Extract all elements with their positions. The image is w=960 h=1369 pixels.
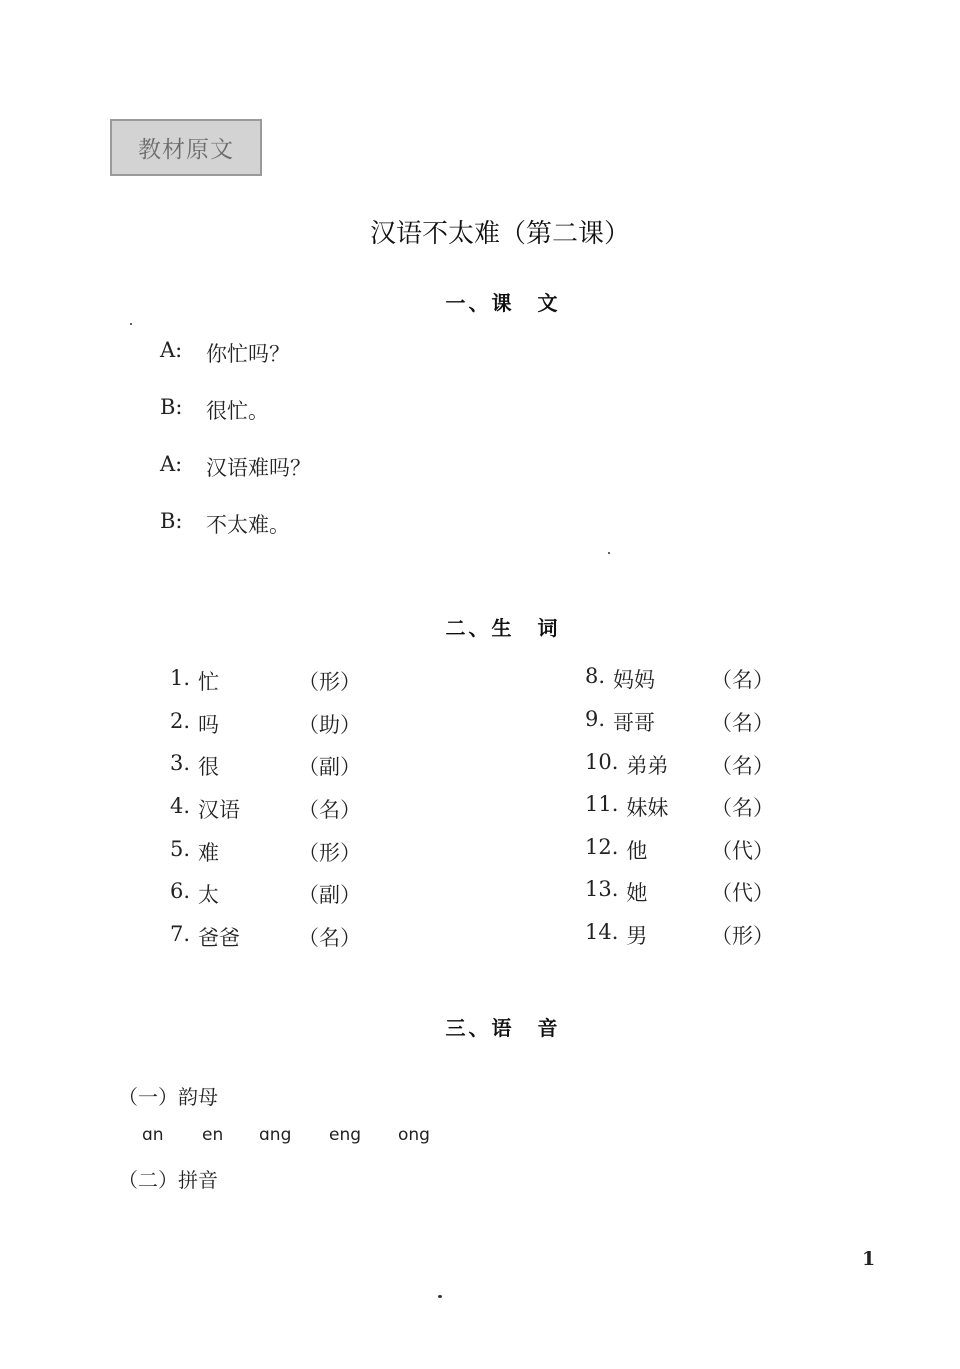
vocab-item bbox=[170, 922, 361, 952]
vocab-pos: （形） bbox=[298, 670, 361, 694]
vocab-word: 她 bbox=[626, 881, 648, 905]
speaker-label: B: bbox=[160, 509, 183, 533]
vocab-pos: （代） bbox=[711, 839, 774, 863]
vocab-item bbox=[170, 709, 361, 739]
speaker-label: B: bbox=[160, 395, 183, 419]
vocab-word: 爸爸 bbox=[198, 926, 241, 950]
vocab-pos: （名） bbox=[711, 754, 774, 778]
dialogue-text: 汉语难吗？ bbox=[206, 456, 311, 480]
vocab-word: 很 bbox=[198, 755, 220, 779]
vocab-item bbox=[585, 750, 774, 780]
section-heading-text: 一、课 文 bbox=[445, 291, 561, 315]
finals-list bbox=[142, 1125, 430, 1145]
vocab-word: 男 bbox=[626, 924, 648, 948]
source-text-tag: 教材原文 bbox=[110, 119, 262, 176]
vocab-number: 13. bbox=[585, 877, 619, 901]
scan-speck bbox=[438, 1295, 442, 1298]
vocab-item bbox=[585, 792, 774, 822]
final-item: en bbox=[202, 1125, 224, 1145]
final-item: ong bbox=[398, 1125, 430, 1145]
dialogue-line bbox=[160, 395, 269, 425]
vocab-item bbox=[170, 666, 361, 696]
vocab-word: 弟弟 bbox=[626, 754, 669, 778]
section-heading-vocab: 二、生 词 bbox=[445, 616, 561, 640]
vocab-item bbox=[585, 920, 774, 950]
vocab-item bbox=[170, 837, 361, 867]
vocab-pos: （名） bbox=[298, 798, 361, 822]
dialogue-line bbox=[160, 338, 290, 368]
vocab-word: 哥哥 bbox=[613, 711, 656, 735]
vocab-number: 8. bbox=[585, 664, 606, 688]
subheading-pinyin: （二）拼音 bbox=[118, 1168, 218, 1192]
dialogue-line bbox=[160, 509, 290, 539]
vocab-word: 他 bbox=[626, 839, 648, 863]
vocab-word: 汉语 bbox=[198, 798, 241, 822]
vocab-number: 4. bbox=[170, 794, 191, 818]
vocab-number: 14. bbox=[585, 920, 619, 944]
vocab-item bbox=[170, 879, 361, 909]
dialogue-text: 不太难。 bbox=[206, 513, 290, 537]
vocab-pos: （名） bbox=[711, 796, 774, 820]
speaker-label: A: bbox=[160, 452, 183, 476]
vocab-pos: （名） bbox=[711, 711, 774, 735]
vocab-item bbox=[585, 664, 774, 694]
final-item: eng bbox=[329, 1125, 362, 1145]
vocab-word: 难 bbox=[198, 841, 220, 865]
vocab-item bbox=[585, 877, 774, 907]
vocab-number: 3. bbox=[170, 751, 191, 775]
vocab-item bbox=[585, 707, 774, 737]
vocab-item bbox=[170, 794, 361, 824]
final-item: ɑng bbox=[259, 1125, 292, 1145]
final-item: ɑn bbox=[142, 1125, 164, 1145]
dialogue-text: 你忙吗？ bbox=[206, 342, 290, 366]
lesson-title: 汉语不太难（第二课） bbox=[369, 219, 630, 249]
vocab-number: 1. bbox=[170, 666, 191, 690]
page-number: 1 bbox=[862, 1248, 876, 1270]
vocab-number: 12. bbox=[585, 835, 619, 859]
vocab-word: 妹妹 bbox=[626, 796, 669, 820]
vocab-number: 10. bbox=[585, 750, 619, 774]
vocab-word: 太 bbox=[198, 883, 220, 907]
section-heading-phonetics: 三、语 音 bbox=[445, 1016, 561, 1040]
vocab-number: 6. bbox=[170, 879, 191, 903]
vocab-pos: （副） bbox=[298, 883, 361, 907]
vocab-number: 9. bbox=[585, 707, 606, 731]
vocab-number: 7. bbox=[170, 922, 191, 946]
vocab-item bbox=[170, 751, 361, 781]
dialogue-text: 很忙。 bbox=[206, 399, 269, 423]
vocab-pos: （代） bbox=[711, 881, 774, 905]
speaker-label: A: bbox=[160, 338, 183, 362]
vocab-pos: （形） bbox=[711, 924, 774, 948]
vocab-number: 11. bbox=[585, 792, 619, 816]
vocab-word: 吗 bbox=[198, 713, 220, 737]
vocab-pos: （形） bbox=[298, 841, 361, 865]
vocab-word: 忙 bbox=[198, 670, 220, 694]
subheading-finals: （一）韵母 bbox=[118, 1085, 218, 1109]
vocab-pos: （名） bbox=[711, 668, 774, 692]
dialogue-line bbox=[160, 452, 311, 482]
vocab-pos: （助） bbox=[298, 713, 361, 737]
vocab-number: 2. bbox=[170, 709, 191, 733]
vocab-number: 5. bbox=[170, 837, 191, 861]
scan-speck bbox=[608, 552, 610, 554]
scan-speck bbox=[130, 323, 132, 325]
vocab-word: 妈妈 bbox=[613, 668, 656, 692]
vocab-item bbox=[585, 835, 774, 865]
vocab-pos: （名） bbox=[298, 926, 361, 950]
vocab-pos: （副） bbox=[298, 755, 361, 779]
